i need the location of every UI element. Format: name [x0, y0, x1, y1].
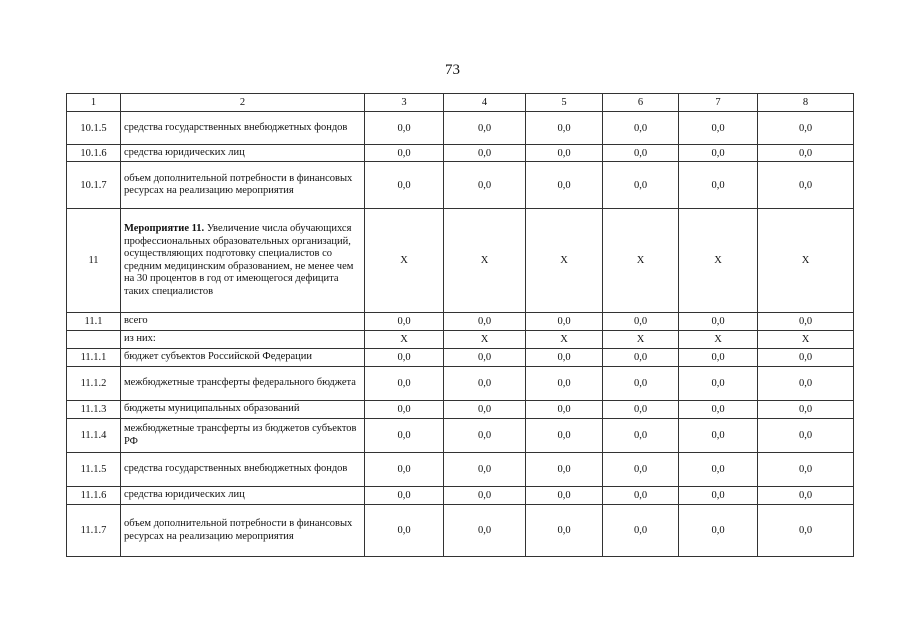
- table-row: [67, 349, 854, 367]
- column-header: 5: [526, 94, 603, 112]
- value-cell: 0,0: [444, 313, 526, 331]
- value-cell: 0,0: [365, 112, 444, 145]
- description-text: всего: [124, 315, 148, 327]
- value-cell: 0,0: [758, 313, 854, 331]
- value-cell: 0,0: [603, 145, 679, 162]
- value-cell: 0,0: [365, 505, 444, 557]
- table-row: [67, 505, 854, 557]
- value-cell: 0,0: [526, 145, 603, 162]
- header-row: [67, 94, 854, 112]
- value-cell: X: [679, 209, 758, 313]
- value-cell: 0,0: [444, 487, 526, 505]
- value-cell: 0,0: [603, 313, 679, 331]
- value-cell: 0,0: [758, 487, 854, 505]
- table-row: [67, 401, 854, 419]
- value-cell: 0,0: [526, 453, 603, 487]
- value-cell: 0,0: [444, 367, 526, 401]
- value-cell: 0,0: [603, 349, 679, 367]
- row-code: 11.1.5: [67, 453, 121, 487]
- value-cell: 0,0: [603, 419, 679, 453]
- column-header: 8: [758, 94, 854, 112]
- row-description: [121, 487, 365, 505]
- row-description: [121, 209, 365, 313]
- column-header: 6: [603, 94, 679, 112]
- value-cell: 0,0: [603, 487, 679, 505]
- column-header: 1: [67, 94, 121, 112]
- row-code: 11.1.3: [67, 401, 121, 419]
- description-text: средства государственных внебюджетных фондов: [124, 463, 348, 475]
- row-description: [121, 419, 365, 453]
- value-cell: 0,0: [365, 162, 444, 209]
- value-cell: 0,0: [603, 112, 679, 145]
- row-description: [121, 145, 365, 162]
- value-cell: 0,0: [444, 453, 526, 487]
- value-cell: 0,0: [526, 487, 603, 505]
- value-cell: 0,0: [758, 162, 854, 209]
- value-cell: 0,0: [679, 112, 758, 145]
- column-header: 4: [444, 94, 526, 112]
- table-row: [67, 145, 854, 162]
- value-cell: 0,0: [526, 419, 603, 453]
- budget-table: [66, 93, 854, 557]
- value-cell: 0,0: [365, 313, 444, 331]
- value-cell: 0,0: [444, 145, 526, 162]
- row-description: [121, 349, 365, 367]
- value-cell: 0,0: [526, 367, 603, 401]
- value-cell: X: [365, 209, 444, 313]
- value-cell: X: [603, 331, 679, 349]
- description-text: межбюджетные трансферты федерального бюджета: [124, 377, 356, 389]
- column-header: 7: [679, 94, 758, 112]
- value-cell: 0,0: [603, 401, 679, 419]
- table-row: [67, 453, 854, 487]
- description-text: средства государственных внебюджетных фондов: [124, 121, 348, 133]
- row-code: 11.1.7: [67, 505, 121, 557]
- value-cell: 0,0: [365, 453, 444, 487]
- value-cell: 0,0: [526, 349, 603, 367]
- table-row: [67, 487, 854, 505]
- row-code: 11.1.2: [67, 367, 121, 401]
- row-description: [121, 453, 365, 487]
- value-cell: X: [444, 331, 526, 349]
- value-cell: 0,0: [679, 367, 758, 401]
- value-cell: 0,0: [444, 505, 526, 557]
- description-text: Увеличение числа обучающихся профессиональных образовательных организаций, осуществляющих подготовку специалистов со средним медицинским образованием, не менее чем на 30 процентов в год от имеющегося дефицита таких специалистов: [124, 223, 354, 297]
- page-number: 73: [445, 62, 460, 78]
- value-cell: X: [679, 331, 758, 349]
- row-description: [121, 401, 365, 419]
- value-cell: 0,0: [758, 112, 854, 145]
- row-description: [121, 505, 365, 557]
- row-description: [121, 112, 365, 145]
- value-cell: 0,0: [603, 367, 679, 401]
- value-cell: 0,0: [758, 367, 854, 401]
- table-row: [67, 112, 854, 145]
- value-cell: 0,0: [365, 401, 444, 419]
- row-code: 11.1: [67, 313, 121, 331]
- value-cell: X: [758, 331, 854, 349]
- description-text: бюджеты муниципальных образований: [124, 403, 300, 415]
- description-text: средства юридических лиц: [124, 489, 245, 501]
- value-cell: 0,0: [679, 419, 758, 453]
- table-row: [67, 209, 854, 313]
- value-cell: X: [526, 331, 603, 349]
- value-cell: 0,0: [444, 419, 526, 453]
- value-cell: 0,0: [758, 401, 854, 419]
- row-description: [121, 162, 365, 209]
- value-cell: 0,0: [758, 419, 854, 453]
- value-cell: 0,0: [603, 505, 679, 557]
- row-code: 10.1.5: [67, 112, 121, 145]
- row-description: [121, 313, 365, 331]
- value-cell: 0,0: [679, 313, 758, 331]
- value-cell: X: [758, 209, 854, 313]
- table-row: [67, 162, 854, 209]
- value-cell: 0,0: [758, 505, 854, 557]
- value-cell: 0,0: [444, 401, 526, 419]
- value-cell: 0,0: [758, 453, 854, 487]
- description-text: средства юридических лиц: [124, 146, 245, 158]
- value-cell: 0,0: [679, 349, 758, 367]
- row-description: [121, 367, 365, 401]
- description-text: объем дополнительной потребности в финансовых ресурсах на реализацию мероприятия: [124, 172, 353, 196]
- value-cell: 0,0: [365, 349, 444, 367]
- value-cell: 0,0: [603, 453, 679, 487]
- value-cell: X: [444, 209, 526, 313]
- description-text: из них:: [124, 333, 156, 345]
- value-cell: 0,0: [679, 401, 758, 419]
- value-cell: X: [603, 209, 679, 313]
- table-row: [67, 313, 854, 331]
- table-body: [67, 112, 854, 557]
- value-cell: 0,0: [365, 367, 444, 401]
- value-cell: 0,0: [526, 401, 603, 419]
- value-cell: 0,0: [758, 349, 854, 367]
- value-cell: 0,0: [444, 112, 526, 145]
- row-description: [121, 331, 365, 349]
- description-text: бюджет субъектов Российской Федерации: [124, 351, 312, 363]
- value-cell: 0,0: [526, 112, 603, 145]
- row-code: 10.1.7: [67, 162, 121, 209]
- column-header: 3: [365, 94, 444, 112]
- value-cell: 0,0: [603, 162, 679, 209]
- row-code: 11.1.1: [67, 349, 121, 367]
- value-cell: 0,0: [444, 349, 526, 367]
- row-code: [67, 331, 121, 349]
- row-code: 11.1.6: [67, 487, 121, 505]
- table-row: [67, 367, 854, 401]
- value-cell: 0,0: [679, 145, 758, 162]
- description-text: межбюджетные трансферты из бюджетов субъектов РФ: [124, 423, 357, 447]
- measure-title: Мероприятие 11.: [124, 223, 205, 234]
- value-cell: 0,0: [526, 313, 603, 331]
- value-cell: 0,0: [365, 145, 444, 162]
- value-cell: 0,0: [679, 487, 758, 505]
- column-header: 2: [121, 94, 365, 112]
- value-cell: 0,0: [758, 145, 854, 162]
- value-cell: X: [526, 209, 603, 313]
- value-cell: 0,0: [444, 162, 526, 209]
- row-code: 11.1.4: [67, 419, 121, 453]
- table-row: [67, 419, 854, 453]
- value-cell: 0,0: [679, 453, 758, 487]
- value-cell: 0,0: [526, 162, 603, 209]
- description-text: объем дополнительной потребности в финансовых ресурсах на реализацию мероприятия: [124, 518, 353, 542]
- value-cell: X: [365, 331, 444, 349]
- value-cell: 0,0: [365, 419, 444, 453]
- value-cell: 0,0: [679, 505, 758, 557]
- row-code: 10.1.6: [67, 145, 121, 162]
- value-cell: 0,0: [526, 505, 603, 557]
- value-cell: 0,0: [365, 487, 444, 505]
- row-code: 11: [67, 209, 121, 313]
- value-cell: 0,0: [679, 162, 758, 209]
- table-row: [67, 331, 854, 349]
